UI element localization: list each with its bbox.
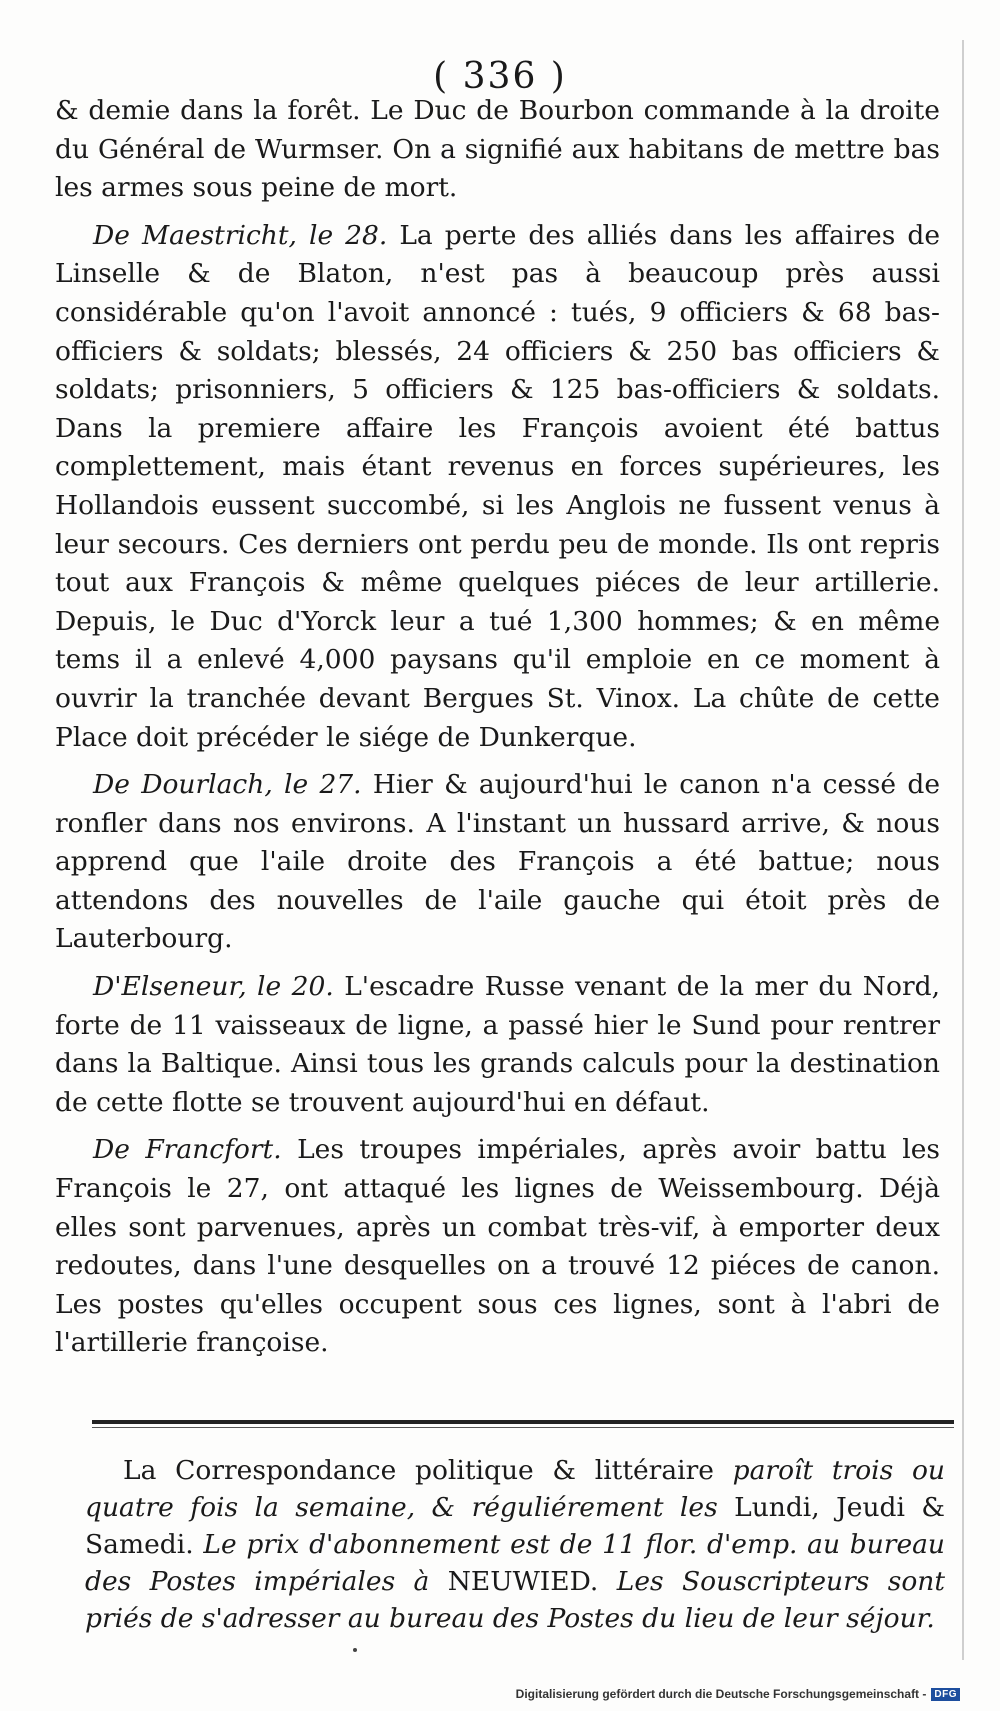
notice-subscribers: Les Souscripteurs sont priés de s'adresser au bureau des Postes du lieu de leur séjour. — [85, 1566, 945, 1634]
paragraph-francfort — [55, 1131, 940, 1363]
notice-price: Le prix d'abonnement est de 11 flor. d'emp. au bureau des Postes impériales à — [85, 1529, 945, 1597]
paragraph-text: L'escadre Russe venant de la mer du Nord, forte de 11 vaisseaux de ligne, a passé hier le Sund pour rentrer dans la Baltique. Ainsi tous les grands calculs pour la destination de cette flotte se trouvent aujourd'hui en défaut. — [55, 971, 941, 1118]
notice-text: La Correspondance politique & littéraire — [123, 1455, 733, 1486]
page-edge-shadow — [962, 40, 964, 1660]
article-body — [55, 92, 940, 1372]
paragraph-elseneur — [55, 968, 940, 1122]
paragraph-text: Les troupes impériales, après avoir battu les François le 27, ont attaqué les lignes de Weissembourg. Déjà elles sont parvenues, après un combat très-vif, à emporter deux redoutes, dans l'une desquelles on a trouvé 12 piéces de canon. Les postes qu'elles occupent sous ces lignes, sont à l'abri de l'artillerie françoise. — [55, 1134, 940, 1359]
dateline-dourlach: De Dourlach, le 27. — [93, 769, 362, 801]
dfg-logo: DFG — [931, 1688, 960, 1701]
notice-days: Lundi, Jeudi & Samedi. — [85, 1492, 945, 1560]
paragraph-maestricht — [55, 217, 940, 757]
paragraph-text: Hier & aujourd'hui le canon n'a cessé de ronfler dans nos environs. A l'instant un hussard arrive, & nous apprend que l'aile droite des François a été battue; nous attendons des nouvelles de l'aile gauche qui étoit près de Lauterbourg. — [55, 769, 940, 955]
paragraph-continuation: & demie dans la forêt. Le Duc de Bourbon commande à la droite du Général de Wurmser. On a signifié aux habitans de mettre bas les armes sous peine de mort. — [55, 95, 940, 204]
notice-text-italic: paroît trois ou quatre fois la semaine, & réguliérement les — [85, 1455, 945, 1523]
page-number: ( 336 ) — [433, 56, 567, 97]
footer-text: Digitalisierung gefördert durch die Deutsche Forschungsgemeinschaft - — [515, 1687, 927, 1701]
divider-rule — [92, 1420, 954, 1424]
notice-town: NEUWIED. — [429, 1566, 617, 1597]
paragraph-dourlach — [55, 766, 940, 959]
divider-rule-thin — [92, 1427, 954, 1428]
dateline-elseneur: D'Elseneur, le 20. — [93, 971, 334, 1003]
paragraph-text: La perte des alliés dans les affaires de Linselle & de Blaton, n'est pas à beaucoup près aussi considérable qu'on l'avoit annoncé : tués, 9 officiers & 68 bas-officiers & soldats; blessés, 24 officiers & 250 bas officiers & soldats; prisonniers, 5 officiers & 125 bas-officiers & soldats. Dans la premiere affaire les François avoient été battus complettement, mais étant revenus en forces supérieures, les Hollandois eussent succombé, si les Anglois ne fussent venus à leur secours. Ces derniers ont perdu peu de monde. Ils ont repris tout aux François & même quelques piéces de leur artillerie. Depuis, le Duc d'Yorck leur a tué 1,300 hommes; & en même tems il a enlevé 4,000 paysans qu'il emploie en ce moment à ouvrir la tranchée devant Bergues St. Vinox. La chûte de cette Place doit précéder le siége de Dunkerque. — [55, 219, 940, 753]
ink-speck — [353, 1648, 357, 1652]
dateline-maestricht: De Maestricht, le 28. — [93, 219, 388, 251]
digitization-footer — [516, 1687, 960, 1701]
subscription-notice — [85, 1452, 945, 1637]
dateline-francfort: De Francfort. — [93, 1134, 282, 1166]
